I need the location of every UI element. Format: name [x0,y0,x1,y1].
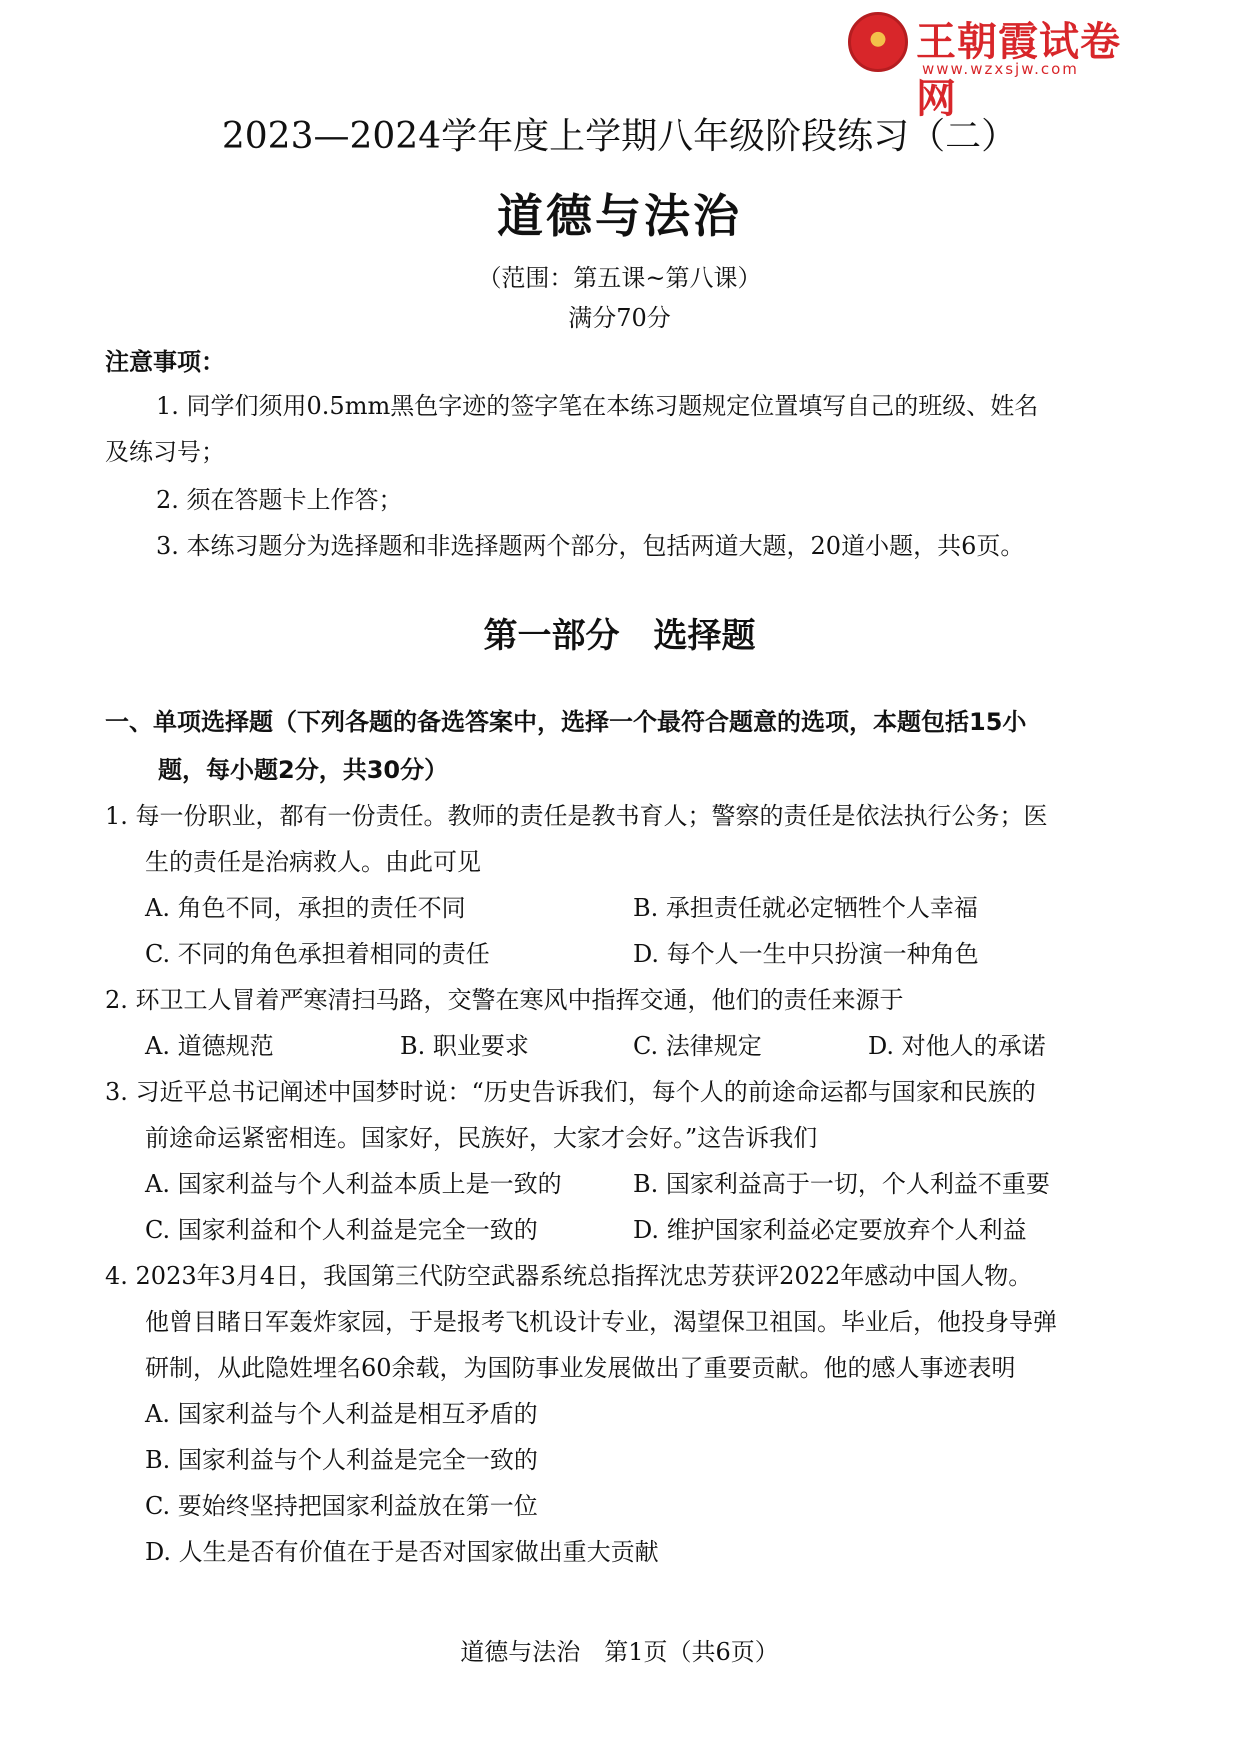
exam-scope: （范围：第五课~第八课） [477,264,762,292]
notice-item-1: 1. 同学们须用0.5mm黑色字迹的签字笔在本练习题规定位置填写自己的班级、姓名 [156,392,1039,420]
question-2-option-b: B. 职业要求 [400,1032,529,1060]
question-1-stem-cont: 生的责任是治病救人。由此可见 [145,848,481,876]
question-2-option-a: A. 道德规范 [145,1032,274,1060]
question-3-option-a: A. 国家利益与个人利益本质上是一致的 [145,1170,562,1198]
section-instructions: 一、单项选择题（下列各题的备选答案中，选择一个最符合题意的选项，本题包括15小 [105,708,1027,736]
exam-title: 2023—2024学年度上学期八年级阶段练习（二） [221,116,1018,157]
question-4-option-b: B. 国家利益与个人利益是完全一致的 [145,1446,538,1474]
question-3-stem: 3. 习近平总书记阐述中国梦时说：“历史告诉我们，每个人的前途命运都与国家和民族的 [105,1078,1036,1106]
question-4-stem-cont-2: 研制，从此隐姓埋名60余载，为国防事业发展做出了重要贡献。他的感人事迹表明 [145,1354,1016,1382]
question-1-option-b: B. 承担责任就必定牺牲个人幸福 [633,894,978,922]
question-3-option-b: B. 国家利益高于一切，个人利益不重要 [633,1170,1050,1198]
notice-heading: 注意事项： [105,348,225,376]
question-1-option-d: D. 每个人一生中只扮演一种角色 [633,940,979,968]
question-1-option-a: A. 角色不同，承担的责任不同 [145,894,466,922]
question-4-option-d: D. 人生是否有价值在于是否对国家做出重大贡献 [145,1538,659,1566]
notice-item-3: 3. 本练习题分为选择题和非选择题两个部分，包括两道大题，20道小题，共6页。 [156,532,1025,560]
logo-title: 王朝霞试卷网 [916,19,1121,122]
section-title: 第一部分 选择题 [483,616,756,656]
question-3-stem-cont: 前途命运紧密相连。国家好，民族好，大家才会好。”这告诉我们 [145,1124,818,1152]
question-2-stem: 2. 环卫工人冒着严寒清扫马路，交警在寒风中指挥交通，他们的责任来源于 [105,986,904,1014]
question-2-option-c: C. 法律规定 [633,1032,762,1060]
question-1-stem: 1. 每一份职业，都有一份责任。教师的责任是教书育人；警察的责任是依法执行公务；医 [105,802,1048,830]
notice-item-2: 2. 须在答题卡上作答； [156,486,403,514]
question-3-option-c: C. 国家利益和个人利益是完全一致的 [145,1216,538,1244]
question-4-stem: 4. 2023年3月4日，我国第三代防空武器系统总指挥沈忠芳获评2022年感动中国人物。 [105,1262,1033,1290]
full-score: 满分70分 [568,304,671,332]
site-logo [848,10,1158,122]
question-2-option-d: D. 对他人的承诺 [868,1032,1046,1060]
section-instructions-cont: 题，每小题2分，共30分） [158,756,449,784]
page-footer: 道德与法治 第1页（共6页） [460,1638,779,1666]
notice-item-1-cont: 及练习号； [105,438,225,466]
question-4-stem-cont-1: 他曾目睹日军轰炸家园，于是报考飞机设计专业，渴望保卫祖国。毕业后，他投身导弹 [145,1308,1057,1336]
question-1-option-c: C. 不同的角色承担着相同的责任 [145,940,490,968]
question-4-option-c: C. 要始终坚持把国家利益放在第一位 [145,1492,538,1520]
logo-seal-icon [848,12,908,72]
subject-title: 道德与法治 [497,189,742,243]
question-4-option-a: A. 国家利益与个人利益是相互矛盾的 [145,1400,538,1428]
logo-url: www.wzxsjw.com [922,60,1079,78]
question-3-option-d: D. 维护国家利益必定要放弃个人利益 [633,1216,1027,1244]
